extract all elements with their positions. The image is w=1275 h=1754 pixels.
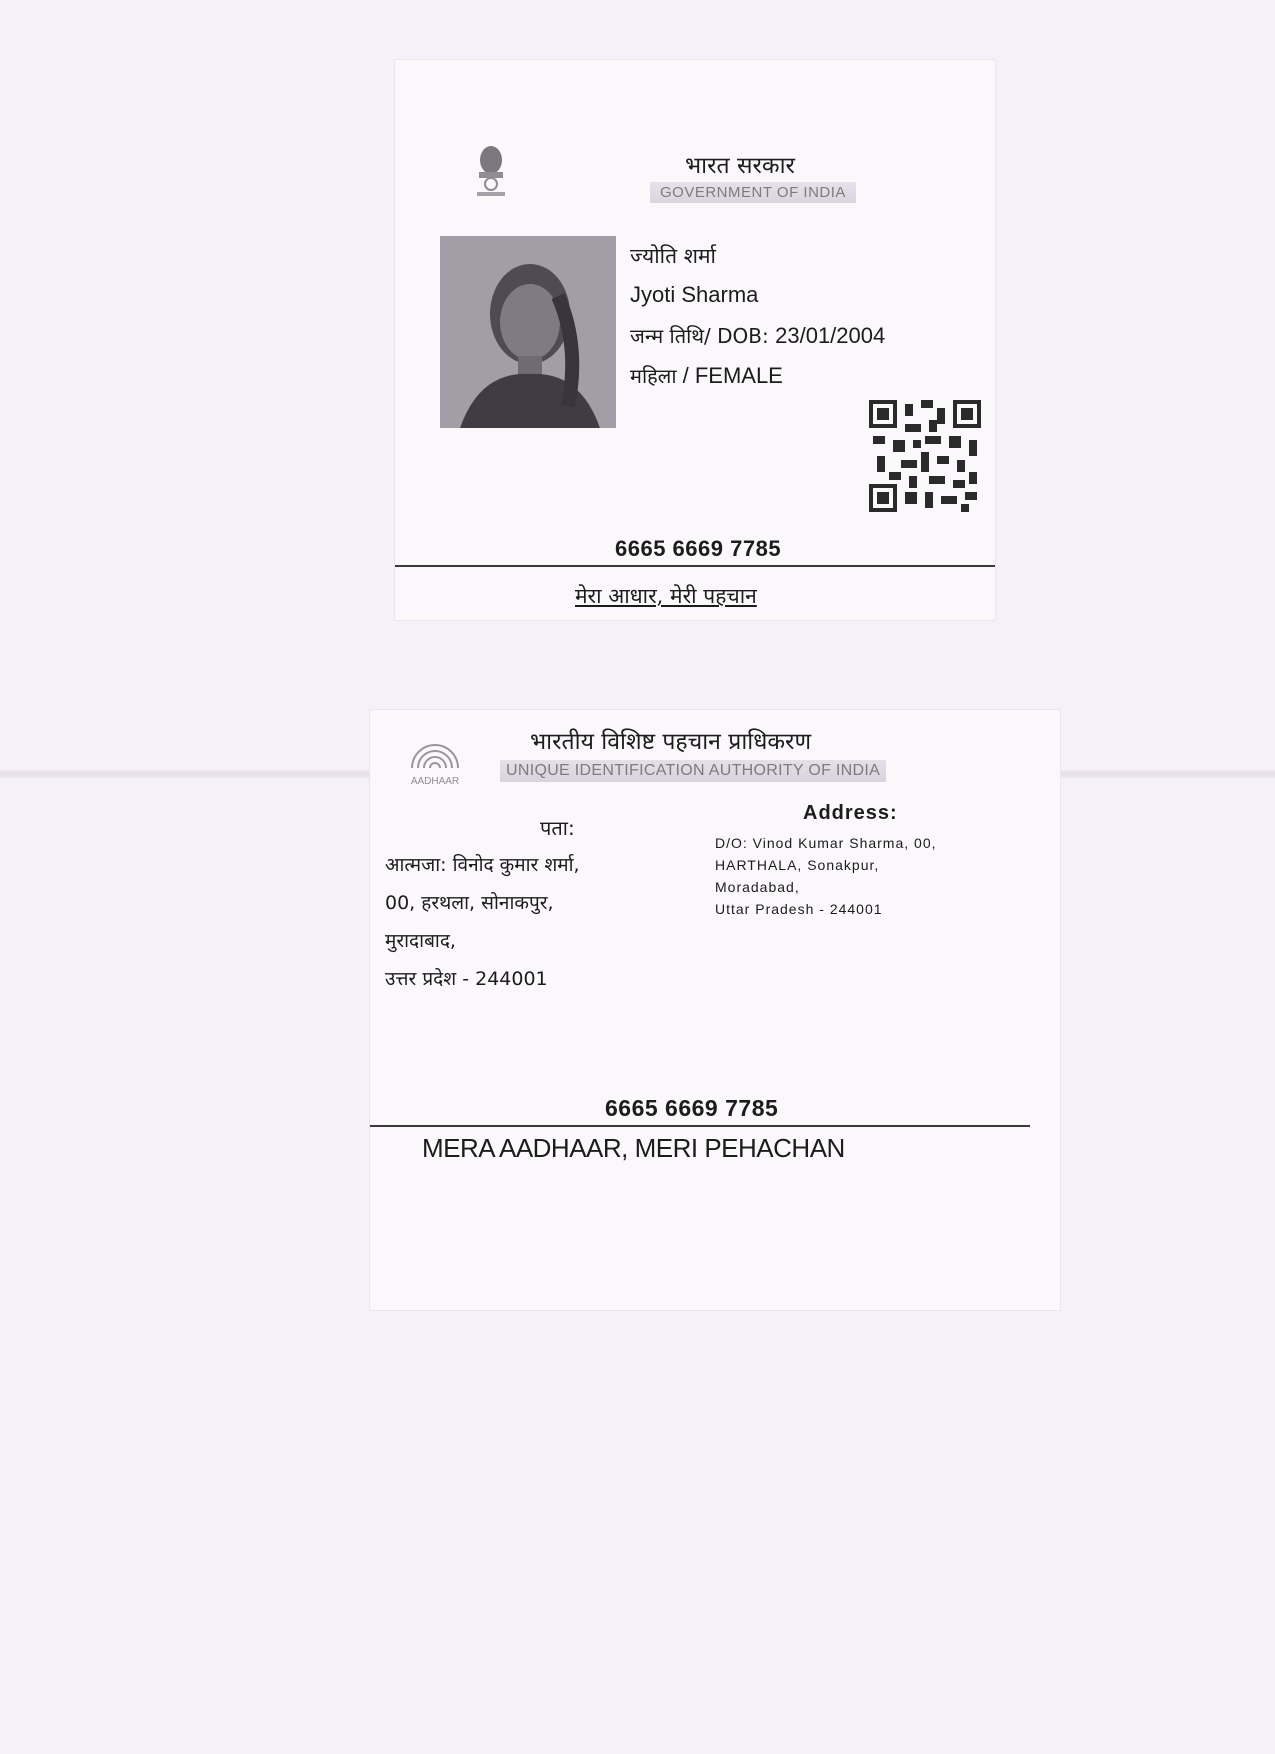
aadhaar-logo-text: AADHAAR bbox=[410, 776, 460, 787]
divider-line bbox=[395, 565, 995, 567]
holder-photo bbox=[440, 236, 616, 428]
address-hindi-line: उत्तर प्रदेश - 244001 bbox=[385, 968, 548, 990]
qr-code-icon bbox=[869, 400, 981, 512]
aadhaar-card-back bbox=[370, 710, 1060, 1310]
holder-name-english: Jyoti Sharma bbox=[630, 282, 759, 307]
aadhaar-logo-icon bbox=[400, 728, 470, 788]
aadhaar-number-back: 6665 6669 7785 bbox=[605, 1095, 779, 1121]
divider-line bbox=[370, 1125, 1030, 1127]
government-title-english: GOVERNMENT OF INDIA bbox=[650, 182, 856, 203]
aadhaar-card-front bbox=[395, 60, 995, 620]
address-label-english: Address: bbox=[803, 802, 898, 824]
address-hindi bbox=[385, 846, 655, 998]
tagline-english: MERA AADHAAR, MERI PEHACHAN bbox=[422, 1133, 845, 1163]
address-label-hindi: पता: bbox=[540, 816, 575, 840]
government-title-hindi: भारत सरकार bbox=[685, 153, 795, 179]
holder-name-hindi: ज्योति शर्मा bbox=[630, 244, 716, 268]
authority-title-hindi: भारतीय विशिष्ट पहचान प्राधिकरण bbox=[530, 729, 812, 755]
address-hindi-line: 00, हरथला, सोनाकपुर, bbox=[385, 892, 554, 914]
address-english-line: Uttar Pradesh - 244001 bbox=[715, 901, 883, 917]
address-english-line: HARTHALA, Sonakpur, bbox=[715, 857, 880, 873]
address-english-line: Moradabad, bbox=[715, 879, 800, 895]
tagline-hindi: मेरा आधार, मेरी पहचान bbox=[575, 584, 757, 608]
state-emblem-icon bbox=[467, 140, 515, 210]
date-of-birth bbox=[630, 322, 885, 349]
gender-english: / FEMALE bbox=[676, 363, 783, 388]
gender bbox=[630, 362, 783, 389]
authority-title-english: UNIQUE IDENTIFICATION AUTHORITY OF INDIA bbox=[500, 760, 886, 782]
address-hindi-line: आत्मजा: विनोद कुमार शर्मा, bbox=[385, 854, 580, 876]
address-english-line: D/O: Vinod Kumar Sharma, 00, bbox=[715, 835, 937, 851]
address-hindi-line: मुरादाबाद, bbox=[385, 930, 456, 952]
dob-label: जन्म तिथि/ DOB: bbox=[630, 324, 776, 348]
dob-value: 23/01/2004 bbox=[775, 323, 886, 348]
address-english bbox=[715, 832, 1045, 920]
gender-hindi: महिला bbox=[630, 364, 677, 388]
aadhaar-number-front: 6665 6669 7785 bbox=[615, 536, 782, 561]
